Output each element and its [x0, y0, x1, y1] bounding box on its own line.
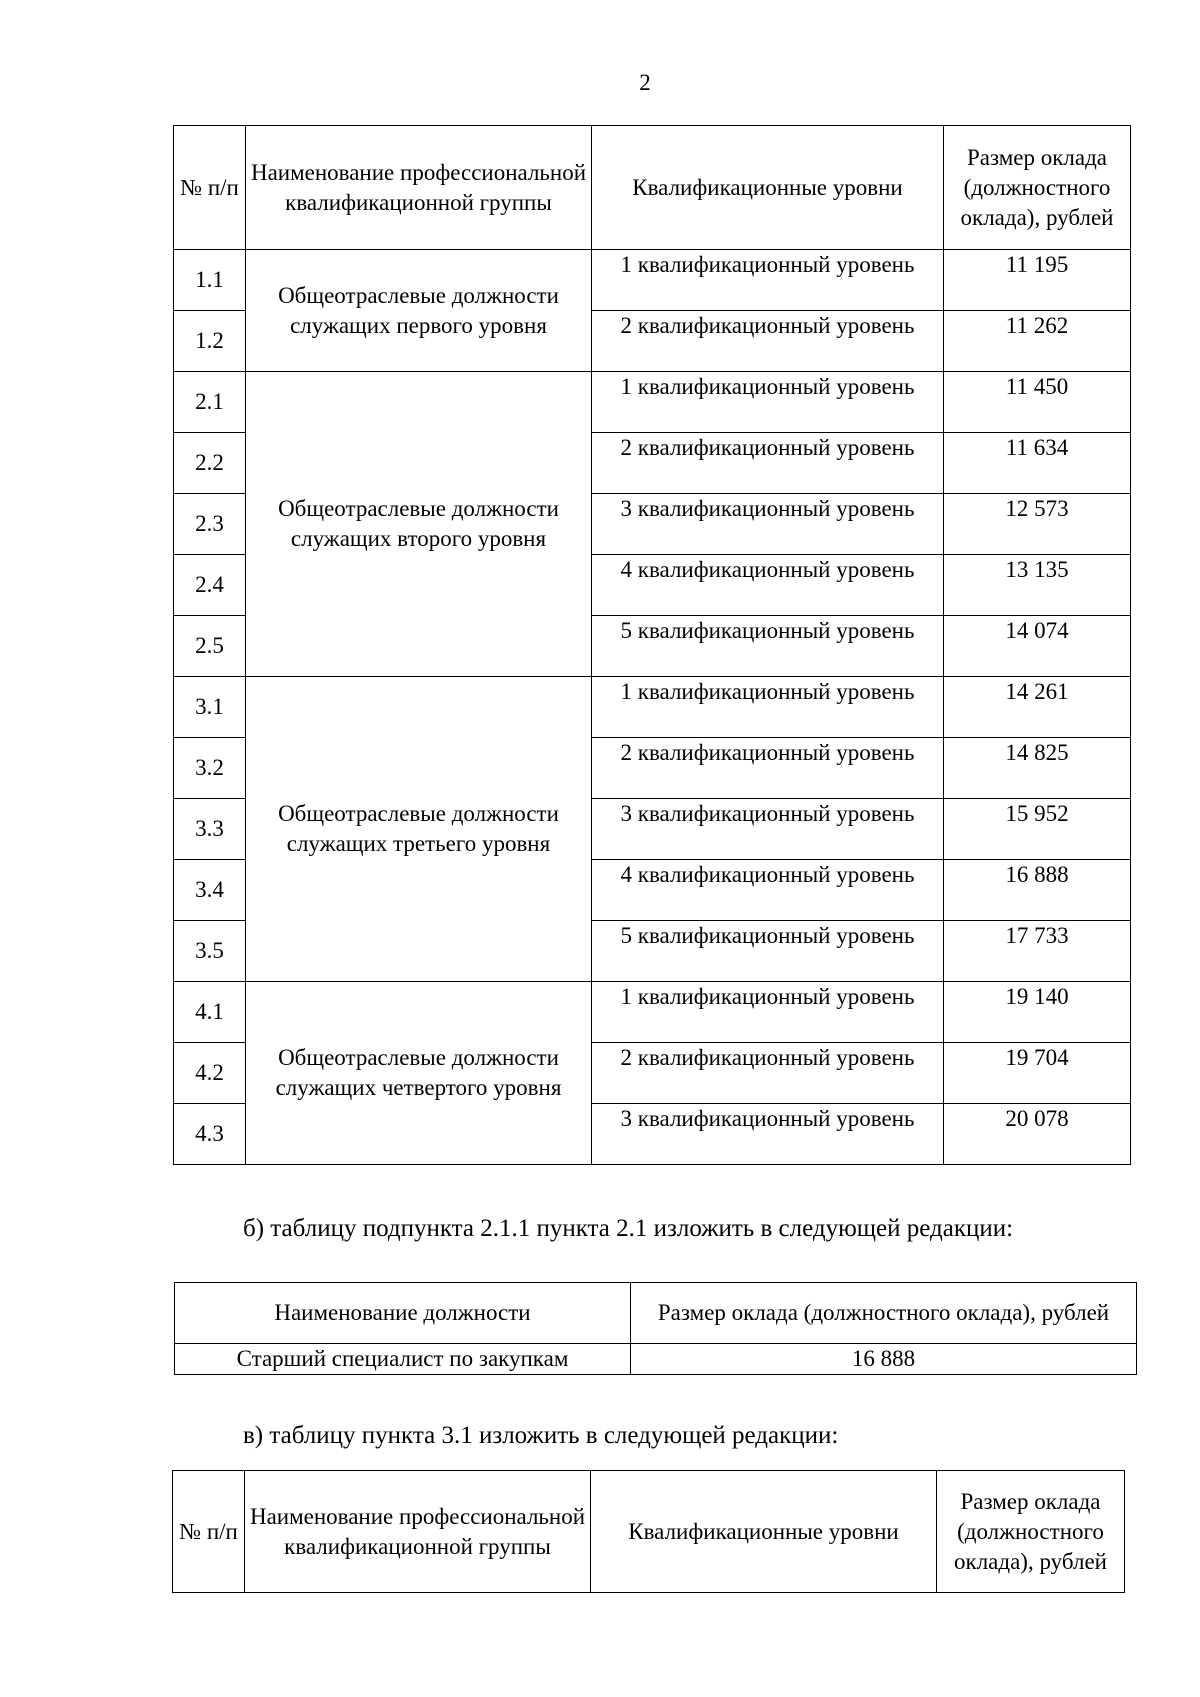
qualification-level: 2 квалификационный уровень: [592, 433, 944, 494]
table-row: [174, 982, 1131, 1043]
row-number: 4.3: [174, 1104, 246, 1165]
group-name: Общеотраслевые должности служащих первого уровня: [246, 250, 592, 372]
row-number: 3.1: [174, 677, 246, 738]
row-number: 2.2: [174, 433, 246, 494]
row-number: 4.2: [174, 1043, 246, 1104]
row-number: 2.4: [174, 555, 246, 616]
group-name: Общеотраслевые должности служащих третьего уровня: [246, 677, 592, 982]
table-row: [174, 677, 1131, 738]
salary-table-general-positions: [173, 125, 1131, 1165]
salary-value: 17 733: [944, 921, 1131, 982]
qualification-level: 4 квалификационный уровень: [592, 860, 944, 921]
paragraph-b: б) таблицу подпункта 2.1.1 пункта 2.1 изложить в следующей редакции:: [243, 1215, 1014, 1242]
salary-value: 11 634: [944, 433, 1131, 494]
salary-value: 16 888: [944, 860, 1131, 921]
table-row: [174, 250, 1131, 311]
row-number: 3.4: [174, 860, 246, 921]
group-name: Общеотраслевые должности служащих второго уровня: [246, 372, 592, 677]
row-number: 1.1: [174, 250, 246, 311]
qualification-level: 3 квалификационный уровень: [592, 1104, 944, 1165]
salary-value: 19 140: [944, 982, 1131, 1043]
qualification-level: 2 квалификационный уровень: [592, 1043, 944, 1104]
salary-value: 11 450: [944, 372, 1131, 433]
row-number: 4.1: [174, 982, 246, 1043]
salary-value: 13 135: [944, 555, 1131, 616]
paragraph-v: в) таблицу пункта 3.1 изложить в следующей редакции:: [243, 1422, 839, 1449]
salary-table-position: [174, 1282, 1137, 1375]
header-salary: Размер оклада (должностного оклада), рублей: [937, 1471, 1125, 1593]
salary-value: 14 074: [944, 616, 1131, 677]
header-num: № п/п: [174, 126, 246, 250]
header-levels: Квалификационные уровни: [592, 126, 944, 250]
table-header-row: [175, 1283, 1137, 1344]
row-number: 2.3: [174, 494, 246, 555]
table-header-row: [174, 126, 1131, 250]
header-group: Наименование профессиональной квалификационной группы: [246, 126, 592, 250]
qualification-level: 1 квалификационный уровень: [592, 372, 944, 433]
qualification-level: 2 квалификационный уровень: [592, 311, 944, 372]
salary-value: 14 825: [944, 738, 1131, 799]
header-salary: Размер оклада (должностного оклада), рублей: [631, 1283, 1137, 1344]
row-number: 3.2: [174, 738, 246, 799]
qualification-level: 4 квалификационный уровень: [592, 555, 944, 616]
qualification-level: 3 квалификационный уровень: [592, 799, 944, 860]
salary-value: 19 704: [944, 1043, 1131, 1104]
position-salary: 16 888: [631, 1344, 1137, 1375]
salary-value: 11 262: [944, 311, 1131, 372]
qualification-level: 2 квалификационный уровень: [592, 738, 944, 799]
salary-value: 14 261: [944, 677, 1131, 738]
header-position: Наименование должности: [175, 1283, 631, 1344]
table-row: [174, 372, 1131, 433]
qualification-level: 1 квалификационный уровень: [592, 982, 944, 1043]
header-group: Наименование профессиональной квалификационной группы: [245, 1471, 591, 1593]
header-salary: Размер оклада (должностного оклада), рублей: [944, 126, 1131, 250]
position-name: Старший специалист по закупкам: [175, 1344, 631, 1375]
header-levels: Квалификационные уровни: [591, 1471, 937, 1593]
row-number: 3.5: [174, 921, 246, 982]
row-number: 3.3: [174, 799, 246, 860]
row-number: 2.5: [174, 616, 246, 677]
qualification-level: 3 квалификационный уровень: [592, 494, 944, 555]
row-number: 1.2: [174, 311, 246, 372]
qualification-level: 1 квалификационный уровень: [592, 250, 944, 311]
row-number: 2.1: [174, 372, 246, 433]
group-name: Общеотраслевые должности служащих четвертого уровня: [246, 982, 592, 1165]
qualification-level: 5 квалификационный уровень: [592, 616, 944, 677]
salary-value: 20 078: [944, 1104, 1131, 1165]
table-header-row: [173, 1471, 1125, 1593]
salary-table-header-continued: [172, 1470, 1125, 1593]
page-number: 2: [639, 70, 651, 95]
salary-value: 11 195: [944, 250, 1131, 311]
qualification-level: 1 квалификационный уровень: [592, 677, 944, 738]
table-row: [175, 1344, 1137, 1375]
salary-value: 12 573: [944, 494, 1131, 555]
header-num: № п/п: [173, 1471, 245, 1593]
qualification-level: 5 квалификационный уровень: [592, 921, 944, 982]
salary-value: 15 952: [944, 799, 1131, 860]
